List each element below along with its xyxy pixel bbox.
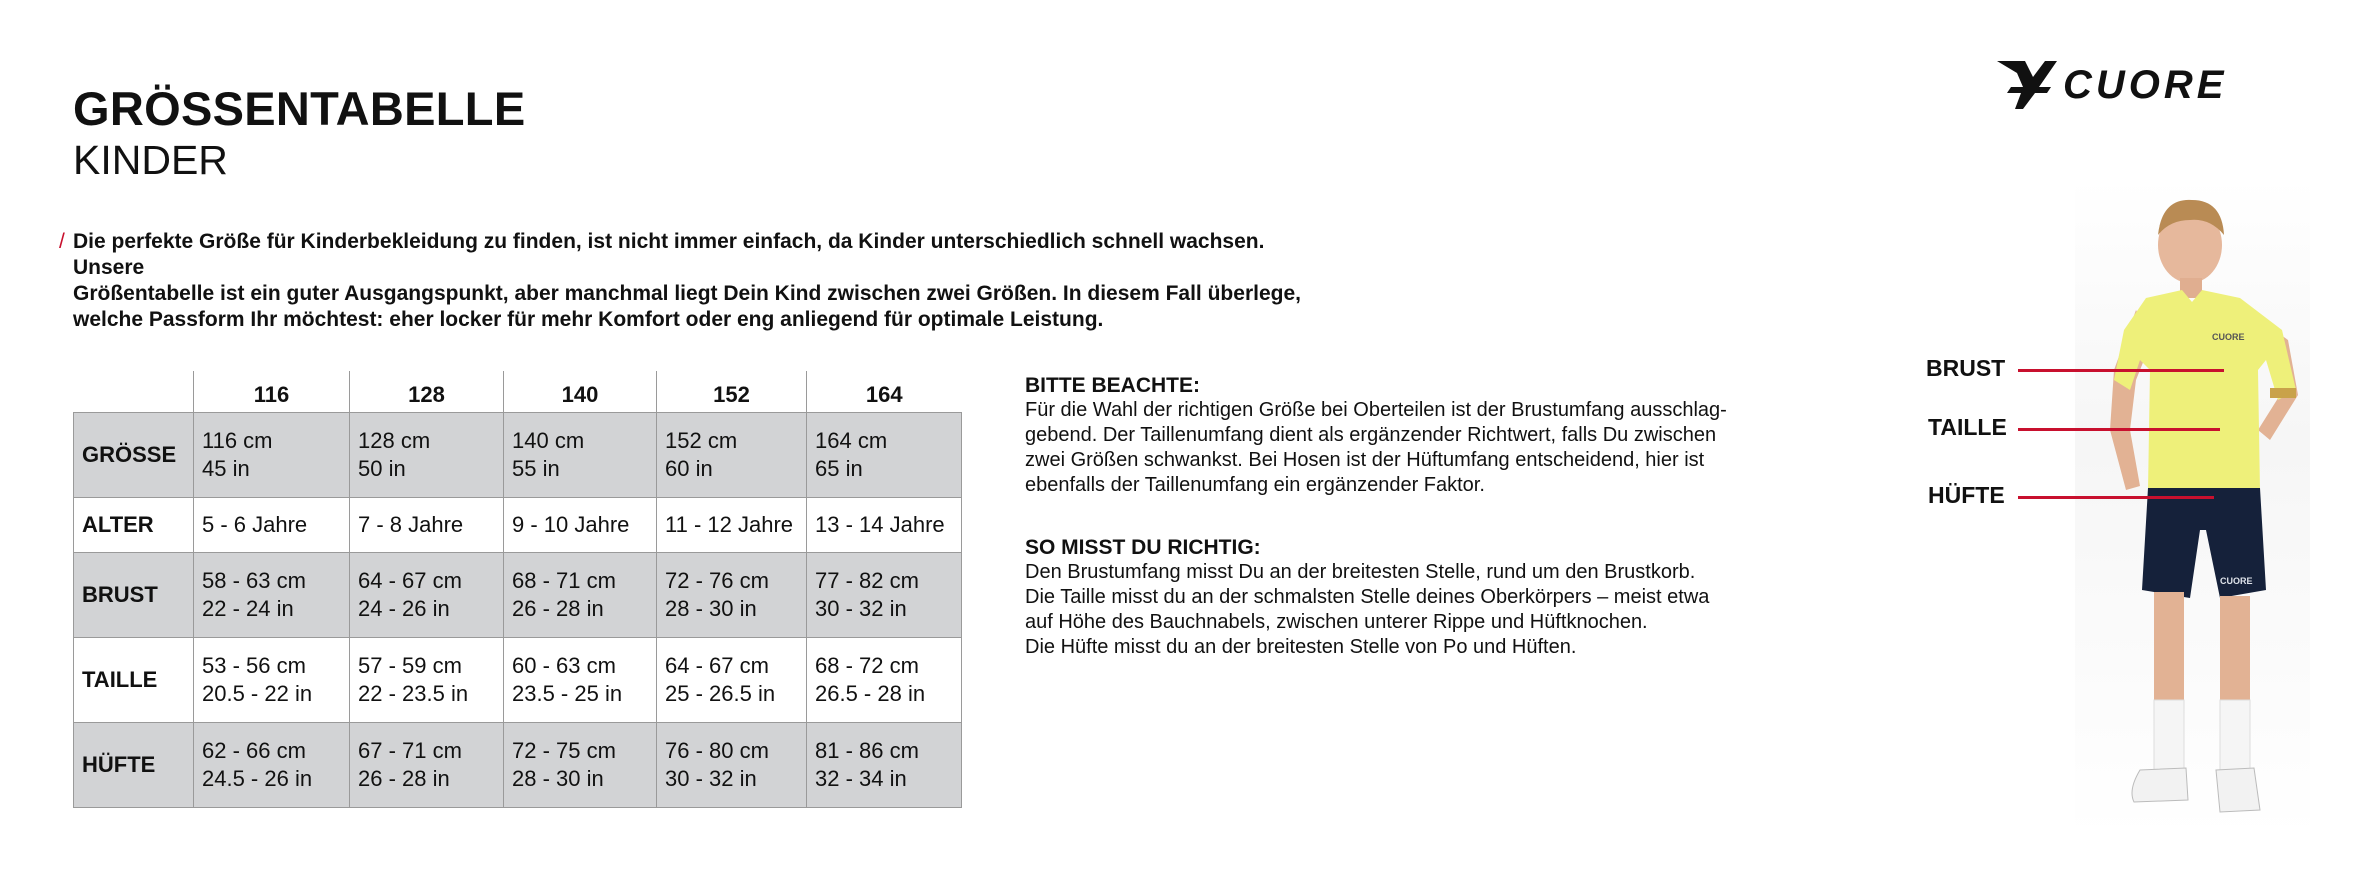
chest-label: BRUST <box>1926 355 2006 381</box>
shorts-logo: CUORE <box>2220 576 2253 586</box>
table-cell: 152 cm 60 in <box>657 413 807 498</box>
table-cell: 64 - 67 cm 24 - 26 in <box>350 553 504 638</box>
model-left-leg <box>2154 592 2184 702</box>
model-jersey <box>2114 290 2296 490</box>
table-cell: 62 - 66 cm 24.5 - 26 in <box>194 723 350 808</box>
waist-marker-line <box>2018 428 2220 431</box>
table-cell: 11 - 12 Jahre <box>657 498 807 553</box>
jersey-logo: CUORE <box>2212 332 2245 342</box>
measure-line: Die Hüfte misst du an der breitesten Stelle von Po und Hüften. <box>1025 636 1577 658</box>
size-header-row <box>74 371 962 413</box>
table-cell: 128 cm 50 in <box>350 413 504 498</box>
hip-marker-line <box>2018 496 2214 499</box>
note-line: Für die Wahl der richtigen Größe bei Oberteilen ist der Brustumfang ausschlag- <box>1025 399 1727 421</box>
table-cell: 68 - 71 cm 26 - 28 in <box>504 553 657 638</box>
model-left-sock <box>2154 700 2184 774</box>
table-cell: 116 cm 45 in <box>194 413 350 498</box>
table-row-groesse <box>74 413 962 498</box>
measure-heading: SO MISST DU RICHTIG: <box>1025 536 1261 559</box>
model-right-sock <box>2220 700 2250 774</box>
model-right-leg <box>2220 596 2250 702</box>
intro-text <box>59 229 1323 333</box>
table-cell: 164 cm 65 in <box>807 413 962 498</box>
row-label: ALTER <box>74 498 194 553</box>
table-row-alter <box>74 498 962 553</box>
table-row-huefte <box>74 723 962 808</box>
note-heading: BITTE BEACHTE: <box>1025 374 1200 397</box>
intro-line: Die perfekte Größe für Kinderbekleidung zu finden, ist nicht immer einfach, da Kinder unterschiedlich schnell wachsen. Unsere <box>73 230 1265 279</box>
intro-line: Größentabelle ist ein guter Ausgangspunkt, aber manchmal liegt Dein Kind zwischen zwei Größen. In diesem Fall überlege, <box>73 282 1301 305</box>
table-cell: 13 - 14 Jahre <box>807 498 962 553</box>
size-header-128: 128 <box>350 371 504 413</box>
table-cell: 67 - 71 cm 26 - 28 in <box>350 723 504 808</box>
table-cell: 72 - 76 cm 28 - 30 in <box>657 553 807 638</box>
model-left-shoe <box>2132 768 2188 802</box>
size-header-164: 164 <box>807 371 962 413</box>
page-subtitle: KINDER <box>73 137 228 183</box>
measure-line: Die Taille misst du an der schmalsten Stelle deines Oberkörpers – meist etwa <box>1025 586 1710 608</box>
table-row-taille <box>74 638 962 723</box>
table-cell: 7 - 8 Jahre <box>350 498 504 553</box>
measure-line: Den Brustumfang misst Du an der breitesten Stelle, rund um den Brustkorb. <box>1025 561 1696 583</box>
table-cell: 77 - 82 cm 30 - 32 in <box>807 553 962 638</box>
size-header-116: 116 <box>194 371 350 413</box>
table-cell: 57 - 59 cm 22 - 23.5 in <box>350 638 504 723</box>
table-cell: 72 - 75 cm 28 - 30 in <box>504 723 657 808</box>
row-label: TAILLE <box>74 638 194 723</box>
page-title: GRÖSSENTABELLE <box>73 82 526 135</box>
note-line: ebenfalls der Taillenumfang ein ergänzender Faktor. <box>1025 474 1485 496</box>
measure-line: auf Höhe des Bauchnabels, zwischen unterer Rippe und Hüftknochen. <box>1025 611 1648 633</box>
note-line: zwei Größen schwankst. Bei Hosen ist der Hüftumfang entscheidend, hier ist <box>1025 449 1705 471</box>
intro-line: welche Passform Ihr möchtest: eher locker für mehr Komfort oder eng anliegend für optimale Leistung. <box>73 308 1104 331</box>
logo-wordmark: CUORE <box>2063 63 2228 107</box>
row-label: HÜFTE <box>74 723 194 808</box>
row-label: GRÖSSE <box>74 413 194 498</box>
row-label: BRUST <box>74 553 194 638</box>
chest-marker-line <box>2018 369 2224 372</box>
size-table <box>73 371 962 808</box>
table-cell: 9 - 10 Jahre <box>504 498 657 553</box>
size-header-140: 140 <box>504 371 657 413</box>
table-row-brust <box>74 553 962 638</box>
table-cell: 140 cm 55 in <box>504 413 657 498</box>
model-illustration <box>2070 190 2320 840</box>
model-right-shoe <box>2216 768 2260 812</box>
table-cell: 60 - 63 cm 23.5 - 25 in <box>504 638 657 723</box>
table-cell: 64 - 67 cm 25 - 26.5 in <box>657 638 807 723</box>
size-header-empty <box>74 371 194 413</box>
logo-mark-icon <box>1997 61 2057 109</box>
waist-label: TAILLE <box>1928 414 2007 440</box>
table-cell: 58 - 63 cm 22 - 24 in <box>194 553 350 638</box>
table-cell: 5 - 6 Jahre <box>194 498 350 553</box>
jersey-sleeve-band <box>2270 388 2296 398</box>
table-cell: 68 - 72 cm 26.5 - 28 in <box>807 638 962 723</box>
intro-slash: / <box>59 230 65 253</box>
table-cell: 81 - 86 cm 32 - 34 in <box>807 723 962 808</box>
hip-label: HÜFTE <box>1928 482 2005 508</box>
table-cell: 76 - 80 cm 30 - 32 in <box>657 723 807 808</box>
cuore-logo <box>1995 55 2307 111</box>
size-header-152: 152 <box>657 371 807 413</box>
notes-panel <box>1025 373 1765 660</box>
table-cell: 53 - 56 cm 20.5 - 22 in <box>194 638 350 723</box>
note-line: gebend. Der Taillenumfang dient als ergänzender Richtwert, falls Du zwischen <box>1025 424 1717 446</box>
